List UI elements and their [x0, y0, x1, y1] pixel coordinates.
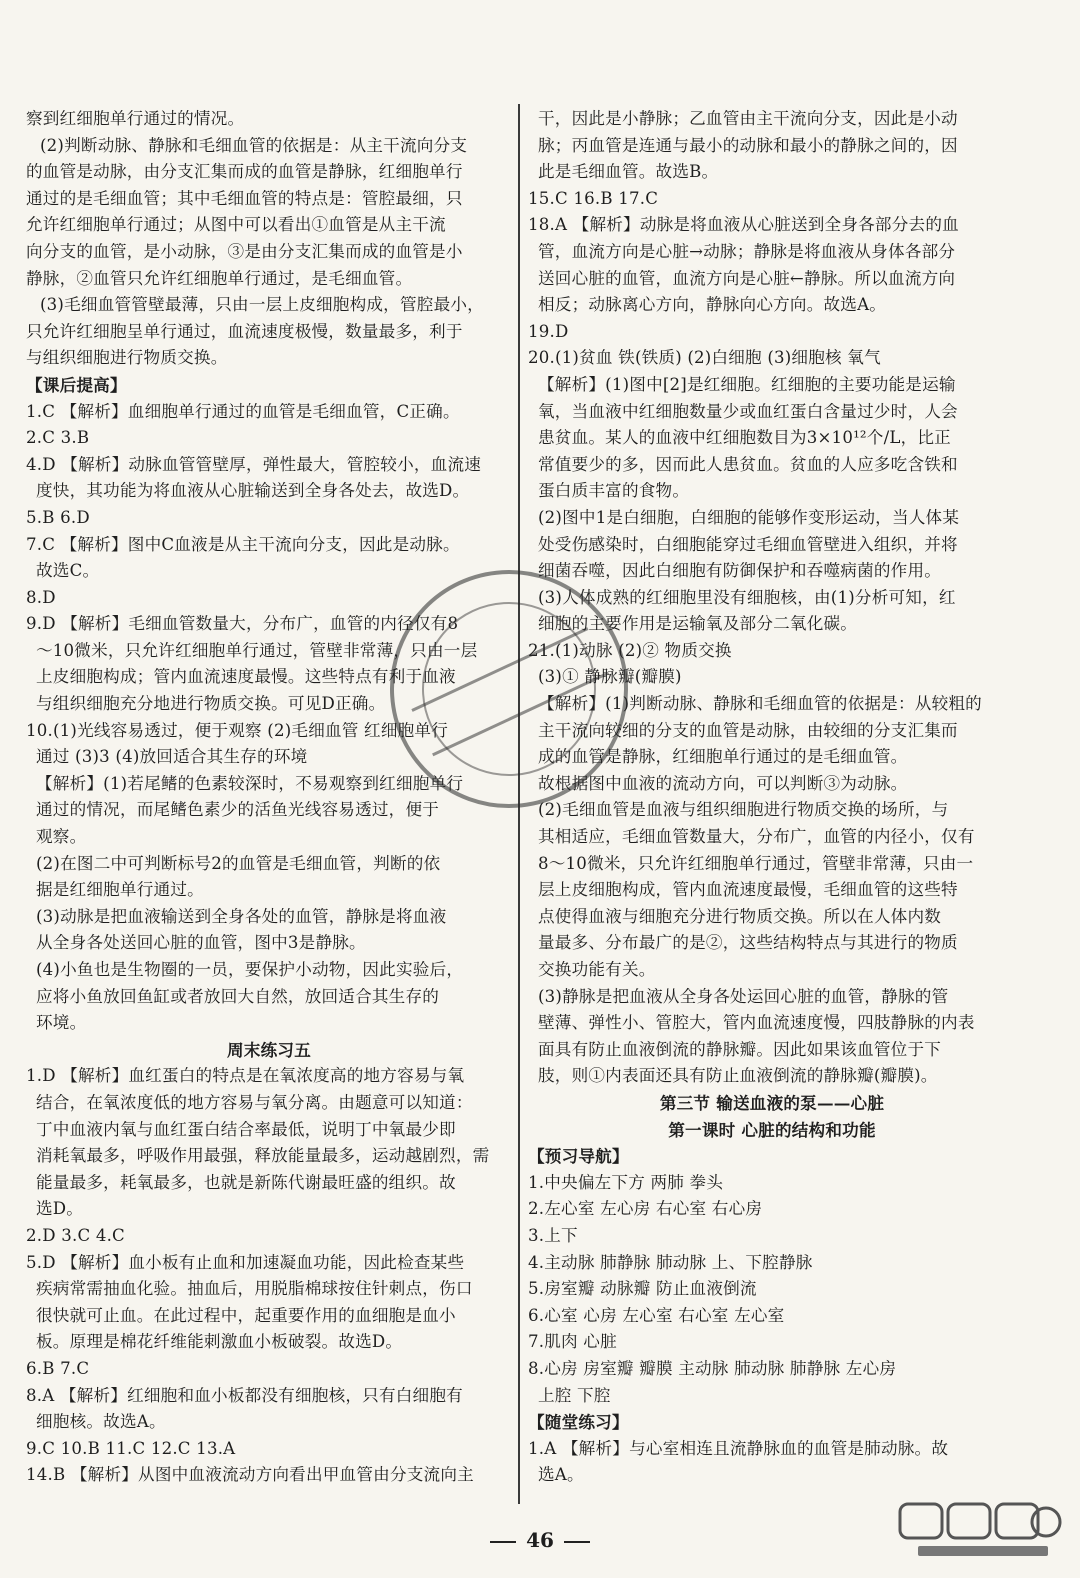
text-line: (2)在图二中可判断标号2的血管是毛细血管，判断的依: [36, 853, 441, 873]
text-line: 故选C。: [36, 561, 100, 581]
answer-line: 1.C 【解析】血细胞单行通过的血管是毛细血管，C正确。: [26, 401, 460, 421]
answer-line: 7.C 【解析】图中C血液是从主干流向分支，因此是动脉。: [26, 534, 460, 554]
answer-line: 3.上下: [528, 1225, 578, 1245]
text-line: 选D。: [36, 1199, 84, 1219]
text-line: 通过的情况，而尾鳍色素少的活鱼光线容易透过，便于: [36, 800, 440, 820]
answer-line: 6.B 7.C: [26, 1358, 90, 1378]
text-line: 向分支的血管，是小动脉，③是由分支汇集而成的血管是小: [26, 241, 463, 261]
left-column: [26, 106, 512, 1489]
text-line: 量最多、分布最广的是②，这些结构特点与其进行的物质: [538, 933, 958, 953]
text-line: 主干流向较细的分支的血管是动脉，由较细的分支汇集而: [538, 720, 958, 740]
answer-line: 1.A 【解析】与心室相连且流静脉血的血管是肺动脉。故: [528, 1438, 949, 1458]
answer-line: 5.B 6.D: [26, 507, 90, 527]
text-line: 氧，当血液中红细胞数量少或血红蛋白含量过少时，人会: [538, 401, 958, 421]
text-line: 常值要少的多，因而此人患贫血。贫血的人应多吃含铁和: [538, 454, 958, 474]
text-line: 相反；动脉离心方向，静脉向心方向。故选A。: [538, 295, 887, 315]
right-column: [528, 106, 1016, 1489]
text-line: 察到红细胞单行通过的情况。: [26, 109, 245, 128]
page-number: 46: [526, 1528, 554, 1552]
text-line: (2)毛细血管是血液与组织细胞进行物质交换的场所，与: [538, 800, 949, 820]
text-line: 【解析】(1)判断动脉、静脉和毛细血管的依据是：从较粗的: [538, 694, 982, 714]
text-line: 层上皮细胞构成，管内血流速度最慢，毛细血管的这些特: [538, 880, 958, 900]
text-line: 结合，在氧浓度低的地方容易与氧分离。由题意可以知道：: [36, 1092, 473, 1112]
answer-line: 4.D 【解析】动脉血管管壁厚，弹性最大，管腔较小，血流速: [26, 454, 482, 474]
answer-line: 18.A 【解析】动脉是将血液从心脏送到全身各部分去的血: [528, 215, 959, 235]
text-line: 【解析】(1)图中[2]是红细胞。红细胞的主要功能是运输: [538, 374, 956, 394]
section-heading: 【课后提高】: [26, 374, 127, 395]
text-line: 成的血管是静脉，红细胞单行通过的是毛细血管。: [538, 747, 908, 767]
text-line: 与组织细胞进行物质交换。: [26, 348, 228, 368]
text-line: 与组织细胞充分地进行物质交换。可见D正确。: [36, 694, 386, 714]
text-line: 通过 (3)3 (4)放回适合其生存的环境: [36, 747, 308, 767]
text-line: 【解析】(1)若尾鳍的色素较深时，不易观察到红细胞单行: [36, 773, 464, 793]
text-line: 送回心脏的血管，血流方向是心脏←静脉。所以血流方向: [538, 268, 956, 288]
text-line: 静脉，②血管只允许红细胞单行通过，是毛细血管。: [26, 268, 413, 288]
text-line: 选A。: [538, 1465, 584, 1485]
text-line: 环境。: [36, 1013, 87, 1033]
text-line: 细胞的主要作用是运输氧及部分二氧化碳。: [538, 614, 858, 634]
text-line: 肢，则①内表面还具有防止血液倒流的静脉瓣(瓣膜)。: [538, 1066, 938, 1086]
text-line: (2)判断动脉、静脉和毛细血管的依据是：从主干流向分支: [40, 135, 468, 155]
text-line: 处受伤感染时，白细胞能穿过毛细血管壁进入组织，并将: [538, 534, 958, 554]
text-line: 观察。: [36, 827, 87, 847]
answer-line: 14.B 【解析】从图中血液流动方向看出甲血管由分支流向主: [26, 1465, 474, 1485]
text-line: 疾病常需抽血化验。抽血后，用脱脂棉球按住针刺点，伤口: [36, 1279, 473, 1299]
text-line: 据是红细胞单行通过。: [36, 880, 204, 900]
text-line: 脉；丙血管是连通与最小的动脉和最小的静脉之间的，因: [538, 135, 958, 155]
answer-line: 8.心房 房室瓣 瓣膜 主动脉 肺动脉 肺静脉 左心房: [528, 1358, 897, 1378]
text-line: 其相适应，毛细血管数量大，分布广，血管的内径小，仅有: [538, 827, 975, 847]
text-line: 8～10微米，只允许红细胞单行通过，管壁非常薄，只由一: [538, 853, 974, 873]
text-line: 此是毛细血管。故选B。: [538, 162, 719, 182]
text-line: 上腔 下腔: [538, 1385, 611, 1405]
text-line: 点使得血液与细胞充分进行物质交换。所以在人体内数: [538, 906, 942, 926]
text-line: (3)静脉是把血液从全身各处运回心脏的血管，静脉的管: [538, 986, 949, 1006]
text-line: (2)图中1是白细胞，白细胞的能够作变形运动，当人体某: [538, 507, 960, 527]
text-line: 交换功能有关。: [538, 960, 656, 979]
answer-line: 8.A 【解析】红细胞和血小板都没有细胞核，只有白细胞有: [26, 1385, 463, 1405]
text-line: (3)人体成熟的红细胞里没有细胞核，由(1)分析可知，红: [538, 587, 956, 607]
answer-line: 10.(1)光线容易透过，便于观察 (2)毛细血管 红细胞单行: [26, 720, 449, 740]
text-line: (3)① 静脉瓣(瓣膜): [538, 667, 682, 687]
answer-line: 5.房室瓣 动脉瓣 防止血液倒流: [528, 1279, 757, 1299]
text-line: 面具有防止血液倒流的静脉瓣。因此如果该血管位于下: [538, 1039, 942, 1059]
text-line: 板。原理是棉花纤维能刺激血小板破裂。故选D。: [36, 1332, 403, 1352]
text-line: 只允许红细胞呈单行通过，血流速度极慢，数量最多，利于: [26, 321, 463, 341]
answer-line: 9.D 【解析】毛细血管数量大，分布广，血管的内径仅有8: [26, 614, 459, 634]
text-line: 允许红细胞单行通过；从图中可以看出①血管是从主干流: [26, 215, 446, 235]
text-line: 的血管是动脉，由分支汇集而成的血管是静脉，红细胞单行: [26, 162, 463, 182]
answer-line: 2.左心室 左心房 右心室 右心房: [528, 1199, 763, 1219]
text-line: 故根据图中血液的流动方向，可以判断③为动脉。: [538, 773, 908, 793]
answer-line: 5.D 【解析】血小板有止血和加速凝血功能，因此检查某些: [26, 1252, 465, 1272]
text-line: 消耗氧最多，呼吸作用最强，释放能量最多，运动越剧烈，需: [36, 1146, 490, 1166]
answer-line: 20.(1)贫血 铁(铁质) (2)白细胞 (3)细胞核 氧气: [528, 348, 881, 368]
text-line: 上皮细胞构成；管内血流速度最慢。这些特点有利于血液: [36, 667, 456, 687]
text-line: 患贫血。某人的血液中红细胞数目为3×10¹²个/L，比正: [538, 428, 951, 448]
text-line: ～10微米，只允许红细胞单行通过，管壁非常薄，只由一层: [36, 640, 478, 660]
text-line: (3)动脉是把血液输送到全身各处的血管，静脉是将血液: [36, 906, 447, 926]
answer-line: 7.肌肉 心脏: [528, 1332, 617, 1352]
text-line: 很快就可止血。在此过程中，起重要作用的血细胞是血小: [36, 1305, 456, 1325]
answer-line: 1.D 【解析】血红蛋白的特点是在氧浓度高的地方容易与氧: [26, 1066, 465, 1086]
section-title: 周末练习五: [227, 1039, 311, 1060]
answer-line: 15.C 16.B 17.C: [528, 188, 659, 208]
text-line: 蛋白质丰富的食物。: [538, 481, 690, 501]
answer-line: 6.心室 心房 左心室 右心室 左心室: [528, 1305, 785, 1325]
answer-line: 8.D: [26, 587, 56, 607]
answer-line: 21.(1)动脉 (2)② 物质交换: [528, 640, 732, 660]
text-line: 细胞核。故选A。: [36, 1412, 166, 1432]
text-line: (4)小鱼也是生物圈的一员，要保护小动物，因此实验后，: [36, 960, 464, 979]
text-line: 细菌吞噬，因此白细胞有防御保护和吞噬病菌的作用。: [538, 561, 942, 581]
lesson-title: 第一课时 心脏的结构和功能: [668, 1119, 876, 1140]
text-line: 能量最多，耗氧最多，也就是新陈代谢最旺盛的组织。故: [36, 1172, 456, 1192]
site-logo-icon: [898, 1500, 1066, 1562]
answer-line: 2.D 3.C 4.C: [26, 1225, 125, 1245]
text-line: 壁薄、弹性小、管腔大，管内血流速度慢，四肢静脉的内表: [538, 1013, 975, 1033]
section-heading: 【预习导航】: [528, 1146, 629, 1167]
section-heading: 【随堂练习】: [528, 1412, 629, 1433]
text-line: 干，因此是小静脉；乙血管由主干流向分支，因此是小动: [538, 109, 958, 128]
answer-line: 19.D: [528, 321, 569, 341]
text-line: 从全身各处送回心脏的血管，图中3是静脉。: [36, 933, 366, 953]
text-line: 应将小鱼放回鱼缸或者放回大自然，放回适合其生存的: [36, 986, 440, 1006]
answer-line: 1.中央偏左下方 两肺 拳头: [528, 1172, 724, 1192]
text-line: 丁中血液内氧与血红蛋白结合率最低，说明丁中氧最少即: [36, 1119, 456, 1139]
text-line: (3)毛细血管管壁最薄，只由一层上皮细胞构成，管腔最小，: [40, 295, 484, 315]
text-line: 通过的是毛细血管；其中毛细血管的特点是：管腔最细，只: [26, 188, 463, 208]
text-line: 度快，其功能为将血液从心脏输送到全身各处去，故选D。: [36, 481, 470, 501]
answer-line: 9.C 10.B 11.C 12.C 13.A: [26, 1438, 236, 1458]
answer-line: 4.主动脉 肺静脉 肺动脉 上、下腔静脉: [528, 1252, 813, 1272]
answer-line: 2.C 3.B: [26, 428, 90, 448]
text-line: 管，血流方向是心脏→动脉；静脉是将血液从身体各部分: [538, 241, 956, 261]
section-title: 第三节 输送血液的泵——心脏: [659, 1092, 885, 1113]
